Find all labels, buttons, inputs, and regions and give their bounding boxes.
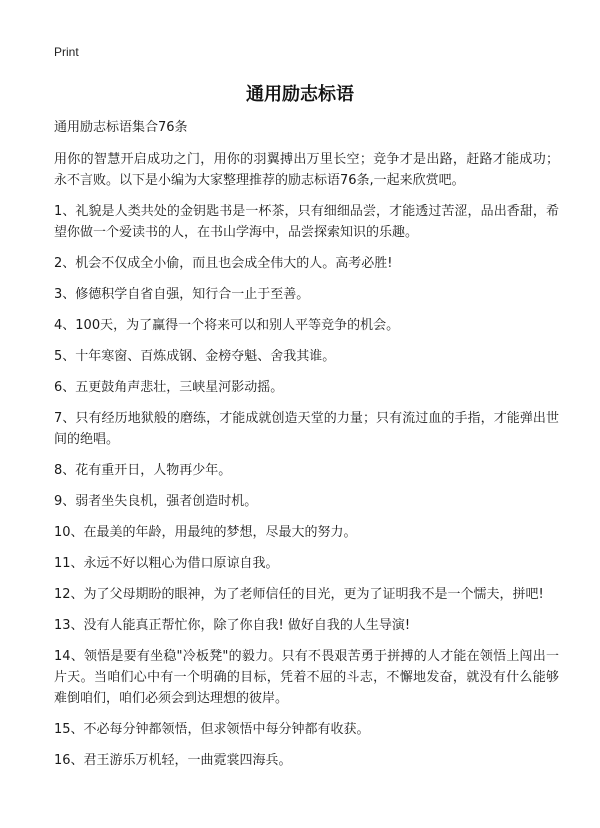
list-item: 4、100天，为了赢得一个将来可以和别人平等竞争的机会。 [54, 318, 400, 333]
document-title: 通用励志标语 [246, 84, 354, 105]
document-body [54, 118, 559, 781]
list-item: 12、为了父母期盼的眼神，为了老师信任的目光，更为了证明我不是一个懦夫，拼吧! [54, 587, 544, 602]
list-item: 2、机会不仅成全小偷，而且也会成全伟大的人。高考必胜! [54, 256, 393, 271]
list-item: 13、没有人能真正帮忙你，除了你自我! 做好自我的人生导演! [54, 618, 411, 633]
print-link[interactable]: Print [54, 45, 79, 59]
list-item: 16、君王游乐万机轻，一曲霓裳四海兵。 [54, 753, 292, 768]
list-item: 11、永远不好以粗心为借口原谅自我。 [54, 556, 279, 571]
list-item: 6、五更鼓角声悲壮，三峡星河影动摇。 [54, 380, 284, 395]
list-item: 9、弱者坐失良机，强者创造时机。 [54, 494, 258, 509]
list-item: 8、花有重开日，人物再少年。 [54, 463, 232, 478]
intro-paragraph: 用你的智慧开启成功之门，用你的羽翼搏出万里长空；竞争才是出路，赶路才能成功；永不言败。以下是小编为大家整理推荐的励志标语76条,一起来欣赏吧。 [54, 152, 559, 188]
document-subtitle: 通用励志标语集合76条 [54, 120, 188, 135]
list-item: 15、不必每分钟都领悟，但求领悟中每分钟都有收获。 [54, 722, 370, 737]
list-item: 3、修德积学自省自强，知行合一止于至善。 [54, 287, 310, 302]
list-item: 7、只有经历地狱般的磨练，才能成就创造天堂的力量；只有流过血的手指，才能弹出世间的绝唱。 [54, 411, 559, 447]
list-item: 1、礼貌是人类共处的金钥匙书是一杯茶，只有细细品尝，才能透过苦涩，品出香甜，希望你做一个爱读书的人，在书山学海中，品尝探索知识的乐趣。 [54, 204, 559, 240]
list-item: 10、在最美的年龄，用最纯的梦想，尽最大的努力。 [54, 525, 357, 540]
list-item: 14、领悟是要有坐稳"冷板凳"的毅力。只有不畏艰苦勇于拼搏的人才能在领悟上闯出一片天。当咱们心中有一个明确的目标，凭着不屈的斗志，不懈地发奋，就没有什么能够难倒咱们，咱们必须会到达理想的彼岸。 [54, 649, 559, 706]
list-item: 5、十年寒窗、百炼成钢、金榜夺魁、舍我其谁。 [54, 349, 336, 364]
